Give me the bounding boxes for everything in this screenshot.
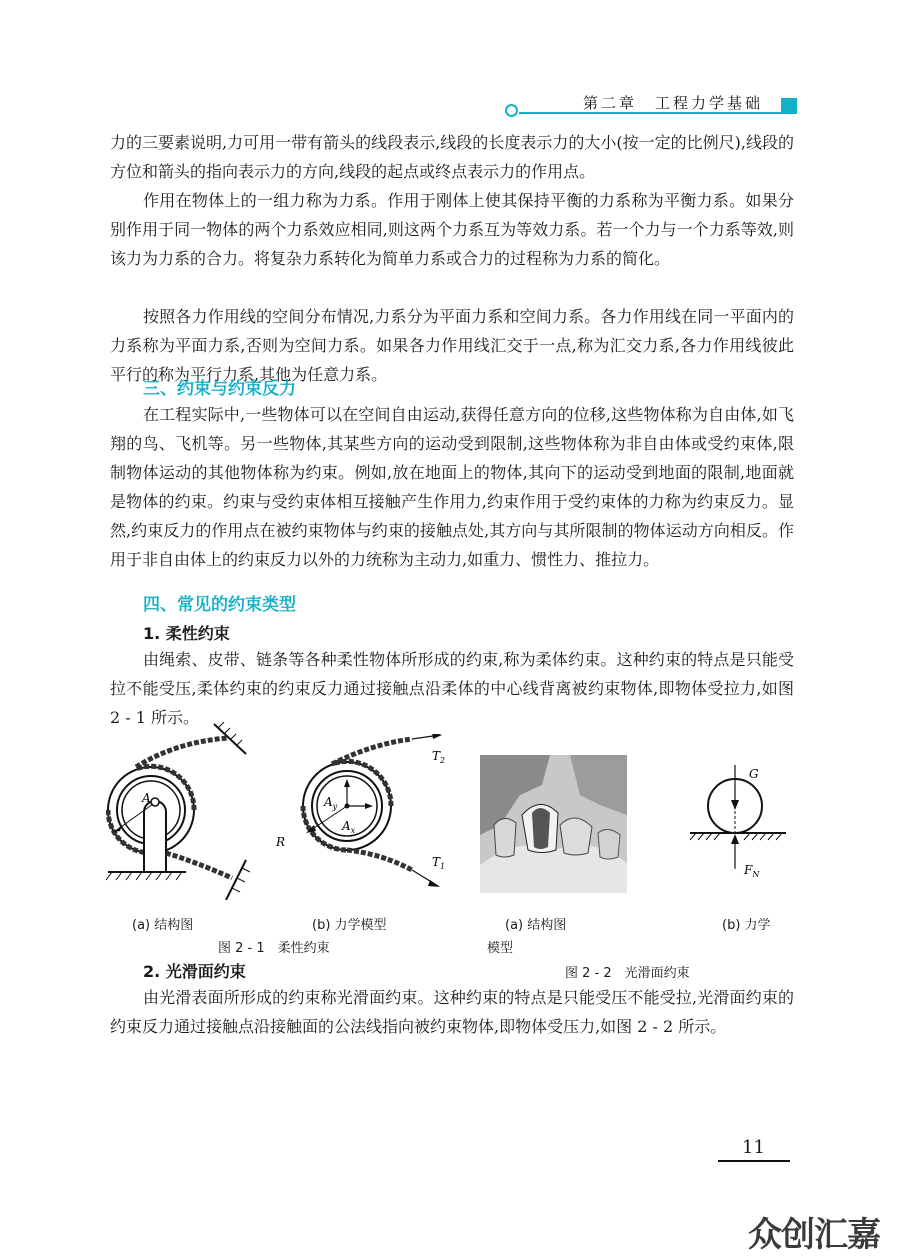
fig-2-1b-caption: (b) 力学模型	[312, 918, 387, 933]
label-T1: T	[432, 855, 441, 869]
label-Ay-subscript: y	[332, 802, 338, 811]
paragraph-4: 在工程实际中,一些物体可以在空间自由运动,获得任意方向的位移,这些物体称为自由体,如飞翔的鸟、飞机等。另一些物体,其某些方向的运动受到限制,这些物体称为非自由体或受约束体,限制物体运动的其他物体称为约束。例如,放在地面上的物体,其向下的运动受到地面的限制,地面就是物体的约束。约束与受约束体相互接触产生作用力,约束作用于受约束体的力称为约束反力。显然,约束反力的作用点在被约束物体与约束的接触点处,其方向与其所限制的物体运动方向相反。作用于非自由体上的约束反力以外的力统称为主动力,如重力、惯性力、推拉力。	[110, 405, 794, 569]
paragraph-3: 按照各力作用线的空间分布情况,力系分为平面力系和空间力系。各力作用线在同一平面内的力系称为平面力系,否则为空间力系。如果各力作用线汇交于一点,称为汇交力系,各力作用线彼此平行的称为平行力系,其他为任意力系。	[110, 307, 794, 384]
fig-2-1a-caption: (a) 结构图	[132, 918, 194, 933]
header-rule	[519, 112, 781, 114]
fig-2-2-title: 图 2 - 2 光滑面约束	[565, 966, 690, 981]
fig-2-1b-mechanics-model	[272, 734, 452, 894]
label-G: G	[749, 767, 759, 781]
label-Ax-subscript: x	[350, 826, 356, 835]
page-number-rule	[718, 1160, 790, 1162]
svg-text:T2	[432, 749, 445, 765]
label-T2: T	[432, 749, 441, 763]
fig-2-2b-caption-continued: 模型	[487, 941, 514, 956]
subheading-flexible-constraint: 1. 柔性约束	[143, 624, 230, 643]
chapter-title: 第二章 工程力学基础	[583, 94, 764, 112]
paragraph-2: 作用在物体上的一组力称为力系。作用于刚体上使其保持平衡的力系称为平衡力系。如果分别作用于同一物体的两个力系效应相同,则这两个力系互为等效力系。若一个力与一个力系等效,则该力为力系的合力。将复杂力系转化为简单力系或合力的过程称为力系的简化。	[110, 191, 794, 268]
page-number: 11	[742, 1137, 765, 1158]
fig-2-2b-mechanics-model	[688, 760, 788, 885]
header-square-ornament	[781, 98, 797, 114]
header-circle-ornament	[505, 104, 518, 117]
svg-text:FN	[743, 863, 760, 879]
label-A: A	[142, 791, 151, 805]
fig-2-2b-caption: (b) 力学	[722, 918, 771, 933]
fig-2-2a-caption: (a) 结构图	[505, 918, 567, 933]
label-T1-subscript: 1	[440, 862, 446, 871]
label-R: R	[276, 835, 286, 849]
fig-2-1-title: 图 2 - 1 柔性约束	[218, 941, 330, 956]
label-FN: F	[744, 863, 753, 877]
running-header	[505, 92, 795, 122]
section-heading-4: 四、常见的约束类型	[143, 595, 296, 615]
section-heading-3: 三、约束与约束反力	[143, 379, 296, 399]
watermark-logo: 众创汇嘉	[748, 1215, 880, 1255]
svg-text:Ax	[341, 819, 356, 835]
subheading-smooth-surface-constraint: 2. 光滑面约束	[143, 962, 246, 981]
paragraph-6: 由光滑表面所形成的约束称光滑面约束。这种约束的特点是只能受压不能受拉,光滑面约束的约束反力通过接触点沿接触面的公法线指向被约束物体,即物体受压力,如图 2 - 2 所示。	[110, 988, 794, 1036]
paragraph-5: 由绳索、皮带、链条等各种柔性物体所形成的约束,称为柔体约束。这种约束的特点是只能受拉不能受压,柔体约束的约束反力通过接触点沿柔体的中心线背离被约束物体,即物体受拉力,如图 2 - 1 所示。	[110, 650, 794, 727]
svg-text:Ay	[323, 795, 338, 811]
label-Ay: A	[324, 795, 333, 809]
fig-2-2a-gear-structure-image	[480, 755, 627, 893]
label-Ax: A	[342, 819, 351, 833]
label-FN-subscript: N	[752, 870, 760, 879]
svg-text:T1	[432, 855, 445, 871]
paragraph-1: 力的三要素说明,力可用一带有箭头的线段表示,线段的长度表示力的大小(按一定的比例尺),线段的方位和箭头的指向表示力的方向,线段的起点或终点表示力的作用点。	[110, 133, 794, 181]
label-T2-subscript: 2	[440, 756, 446, 765]
fig-2-1a-structure-diagram	[106, 722, 251, 900]
